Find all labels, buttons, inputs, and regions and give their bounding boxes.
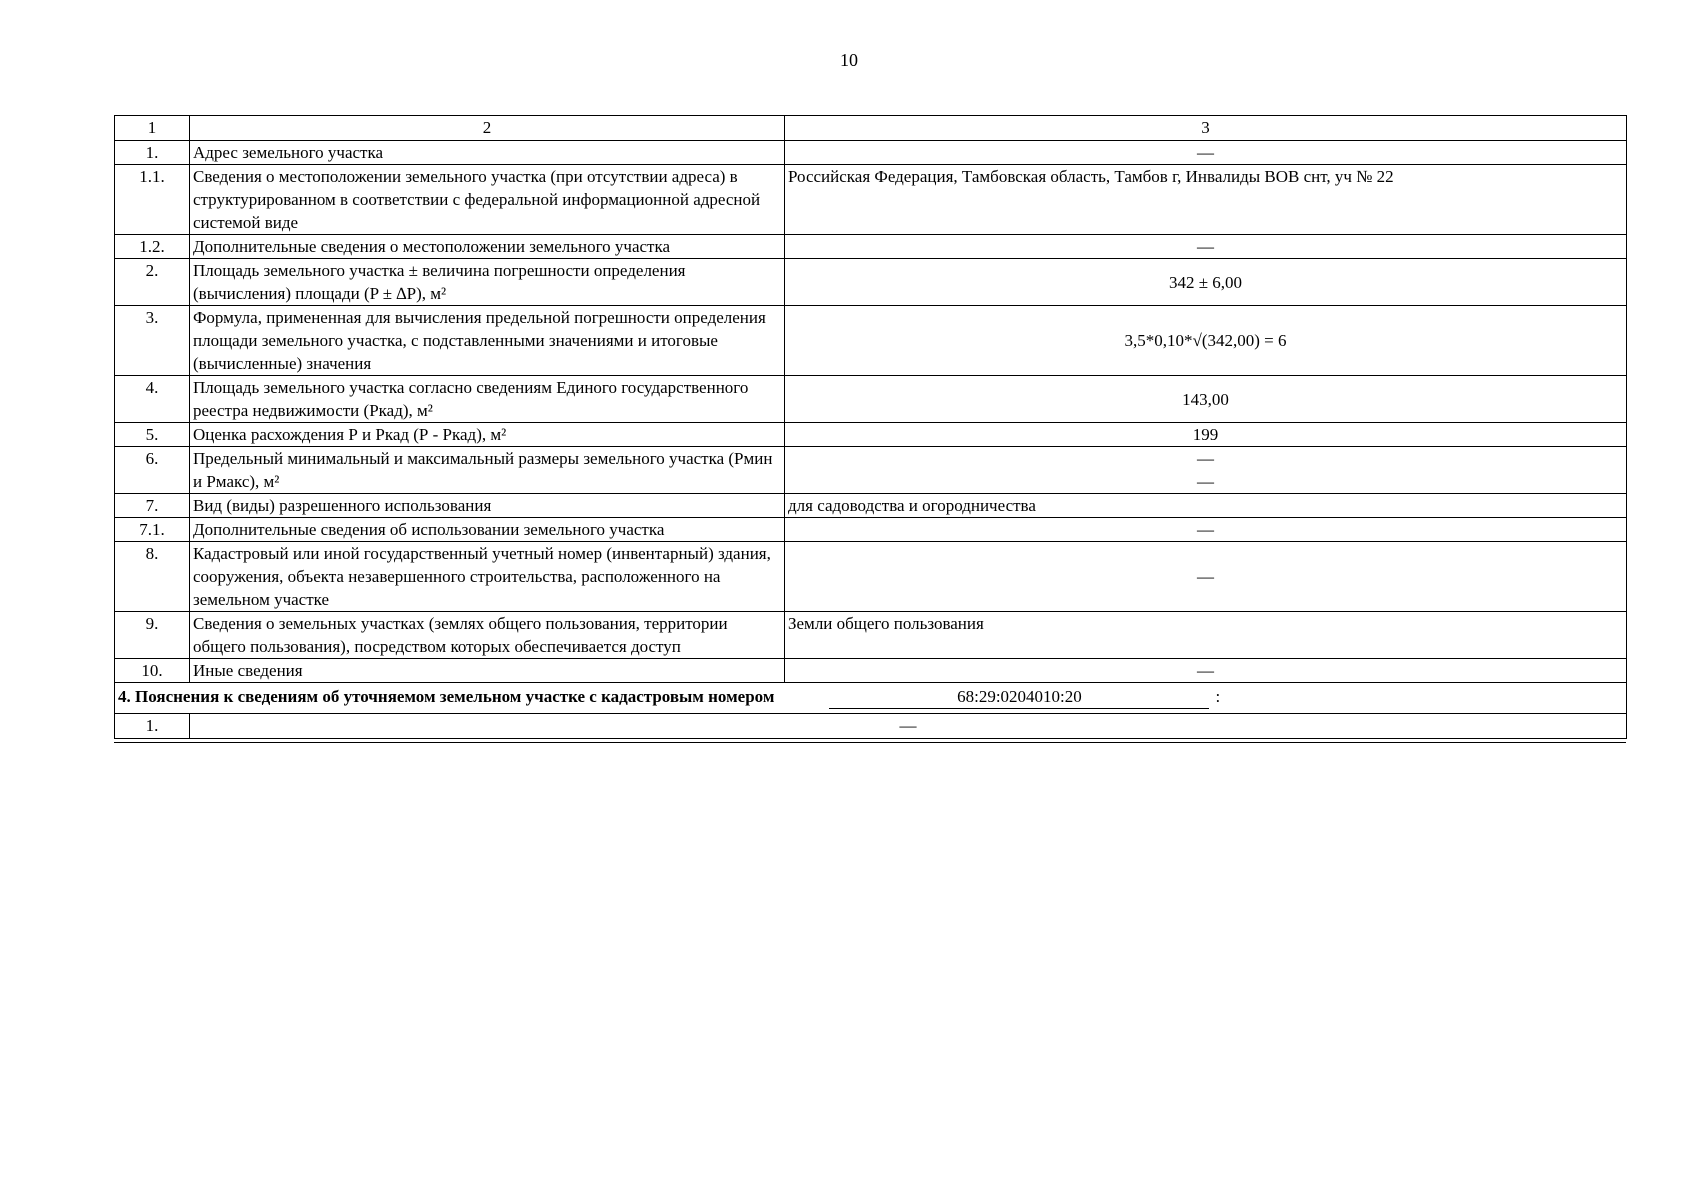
row-label: Площадь земельного участка согласно сведениям Единого государственного реестра недвижимости (Ркад), м² [190,376,785,423]
row-number: 9. [115,612,190,659]
row-number: 1. [115,141,190,165]
row-number: 1.2. [115,235,190,259]
row-number: 7.1. [115,518,190,542]
table-bottom-rule [114,742,1626,743]
table-row [115,659,1627,683]
header-col-3: 3 [785,116,1627,141]
row-number: 3. [115,306,190,376]
table-row [115,141,1627,165]
row-number: 10. [115,659,190,683]
row-value-min: — [1197,449,1214,468]
table-row [115,165,1627,235]
table-row [115,376,1627,423]
table-row [115,494,1627,518]
cadastral-number: 68:29:0204010:20 [829,686,1209,709]
row-number: 7. [115,494,190,518]
row-value: Земли общего пользования [785,612,1627,659]
row-number: 4. [115,376,190,423]
table-row [115,447,1627,494]
row-value: — [785,542,1627,612]
table-row [115,423,1627,447]
row-value: 143,00 [785,376,1627,423]
row-label: Оценка расхождения Р и Ркад (Р - Ркад), м² [190,423,785,447]
row-label: Кадастровый или иной государственный учетный номер (инвентарный) здания, сооружения, объекта незавершенного строительства, расположенного на земельном участке [190,542,785,612]
section-4-header [115,683,1627,714]
row-value: — [785,235,1627,259]
row-number: 5. [115,423,190,447]
table-row [115,306,1627,376]
section-4-title: 4. Пояснения к сведениям об уточняемом земельном участке с кадастровым номером [118,687,775,706]
row-label: Дополнительные сведения о местоположении земельного участка [190,235,785,259]
row-value: — [785,659,1627,683]
row-number: 1. [115,714,190,739]
row-value: 199 [785,423,1627,447]
land-plot-info-table [114,115,1627,739]
section-4-colon: : [1215,687,1221,706]
table-row [115,259,1627,306]
row-label: Сведения о местоположении земельного участка (при отсутствии адреса) в структурированном в соответствии с федеральной информационной адресной системой виде [190,165,785,235]
row-value-min-max [785,447,1627,494]
header-col-1: 1 [115,116,190,141]
row-number: 2. [115,259,190,306]
row-label: Предельный минимальный и максимальный размеры земельного участка (Pмин и Pмакс), м² [190,447,785,494]
row-label: Адрес земельного участка [190,141,785,165]
header-col-2: 2 [190,116,785,141]
row-number: 8. [115,542,190,612]
row-value: — [785,518,1627,542]
row-number: 6. [115,447,190,494]
row-value: 342 ± 6,00 [785,259,1627,306]
row-label: Сведения о земельных участках (землях общего пользования, территории общего пользования), посредством которых обеспечивается доступ [190,612,785,659]
table-row [115,714,1627,739]
row-value-max: — [1197,472,1214,491]
row-value: 3,5*0,10*√(342,00) = 6 [785,306,1627,376]
row-label: Вид (виды) разрешенного использования [190,494,785,518]
row-value: Российская Федерация, Тамбовская область, Тамбов г, Инвалиды ВОВ снт, уч № 22 [785,165,1627,235]
table-row [115,518,1627,542]
row-value: для садоводства и огородничества [785,494,1627,518]
row-value: — [190,714,1627,739]
row-value: — [785,141,1627,165]
table-header-row [115,116,1627,141]
page-number: 10 [840,50,858,70]
row-label: Формула, примененная для вычисления предельной погрешности определения площади земельного участка, с подставленными значениями и итоговые (вычисленные) значения [190,306,785,376]
row-number: 1.1. [115,165,190,235]
row-label: Иные сведения [190,659,785,683]
table-row [115,235,1627,259]
row-label: Дополнительные сведения об использовании земельного участка [190,518,785,542]
table-row [115,542,1627,612]
row-label: Площадь земельного участка ± величина погрешности определения (вычисления) площади (P ± ∆P), м² [190,259,785,306]
section-4-header-row [115,683,1627,714]
table-row [115,612,1627,659]
